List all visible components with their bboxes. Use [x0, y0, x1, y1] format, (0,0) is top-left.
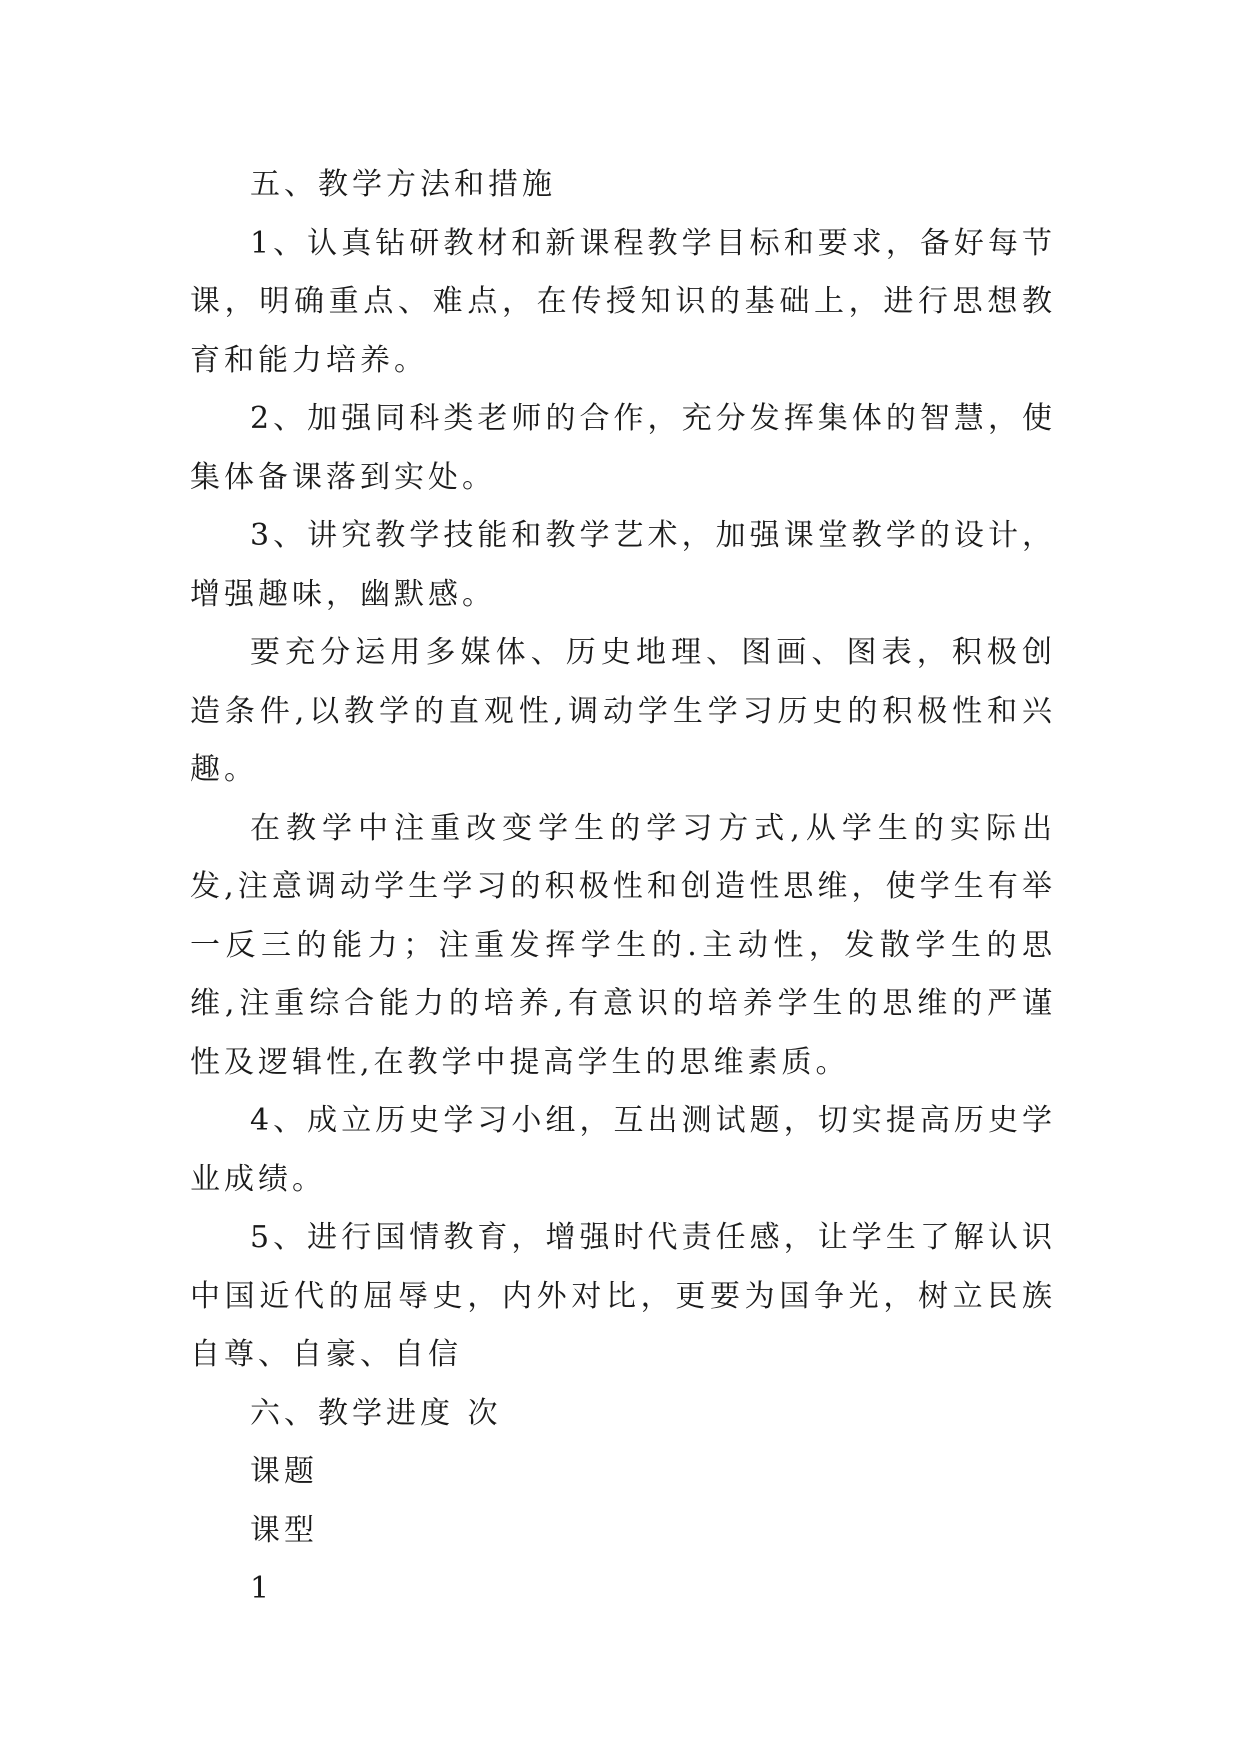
paragraph-item-4: 4、成立历史学习小组，互出测试题，切实提高历史学业成绩。: [190, 1103, 1056, 1197]
paragraph-item-2: 2、加强同科类老师的合作，充分发挥集体的智慧，使集体备课落到实处。: [190, 401, 1056, 495]
paragraph-item-5: 5、进行国情教育，增强时代责任感，让学生了解认识中国近代的屈辱史，内外对比，更要为国争光，树立民族自尊、自豪、自信: [190, 1220, 1056, 1372]
document-body: [190, 156, 1056, 1619]
table-header-type: 课型: [250, 1512, 318, 1548]
paragraph-learning-methods: 在教学中注重改变学生的学习方式,从学生的实际出发,注意调动学生学习的积极性和创造性思维，使学生有举一反三的能力；注重发挥学生的.主动性，发散学生的思维,注重综合能力的培养,有意识的培养学生的思维的严谨性及逻辑性,在教学中提高学生的思维素质。: [190, 810, 1056, 1080]
table-header-topic: 课题: [250, 1454, 318, 1489]
paragraph-item-3: 3、讲究教学技能和教学艺术，加强课堂教学的设计，增强趣味，幽默感。: [190, 518, 1056, 612]
paragraph-multimedia: 要充分运用多媒体、历史地理、图画、图表，积极创造条件,以教学的直观性,调动学生学习历史的积极性和兴趣。: [190, 635, 1056, 787]
section-heading-teaching-schedule: 六、教学进度 次: [250, 1395, 502, 1431]
table-row-number: 1: [250, 1571, 274, 1606]
paragraph-item-1: 1、认真钻研教材和新课程教学目标和要求，备好每节课，明确重点、难点，在传授知识的基础上，进行思想教育和能力培养。: [190, 225, 1056, 378]
section-heading-teaching-methods: 五、教学方法和措施: [250, 167, 556, 202]
